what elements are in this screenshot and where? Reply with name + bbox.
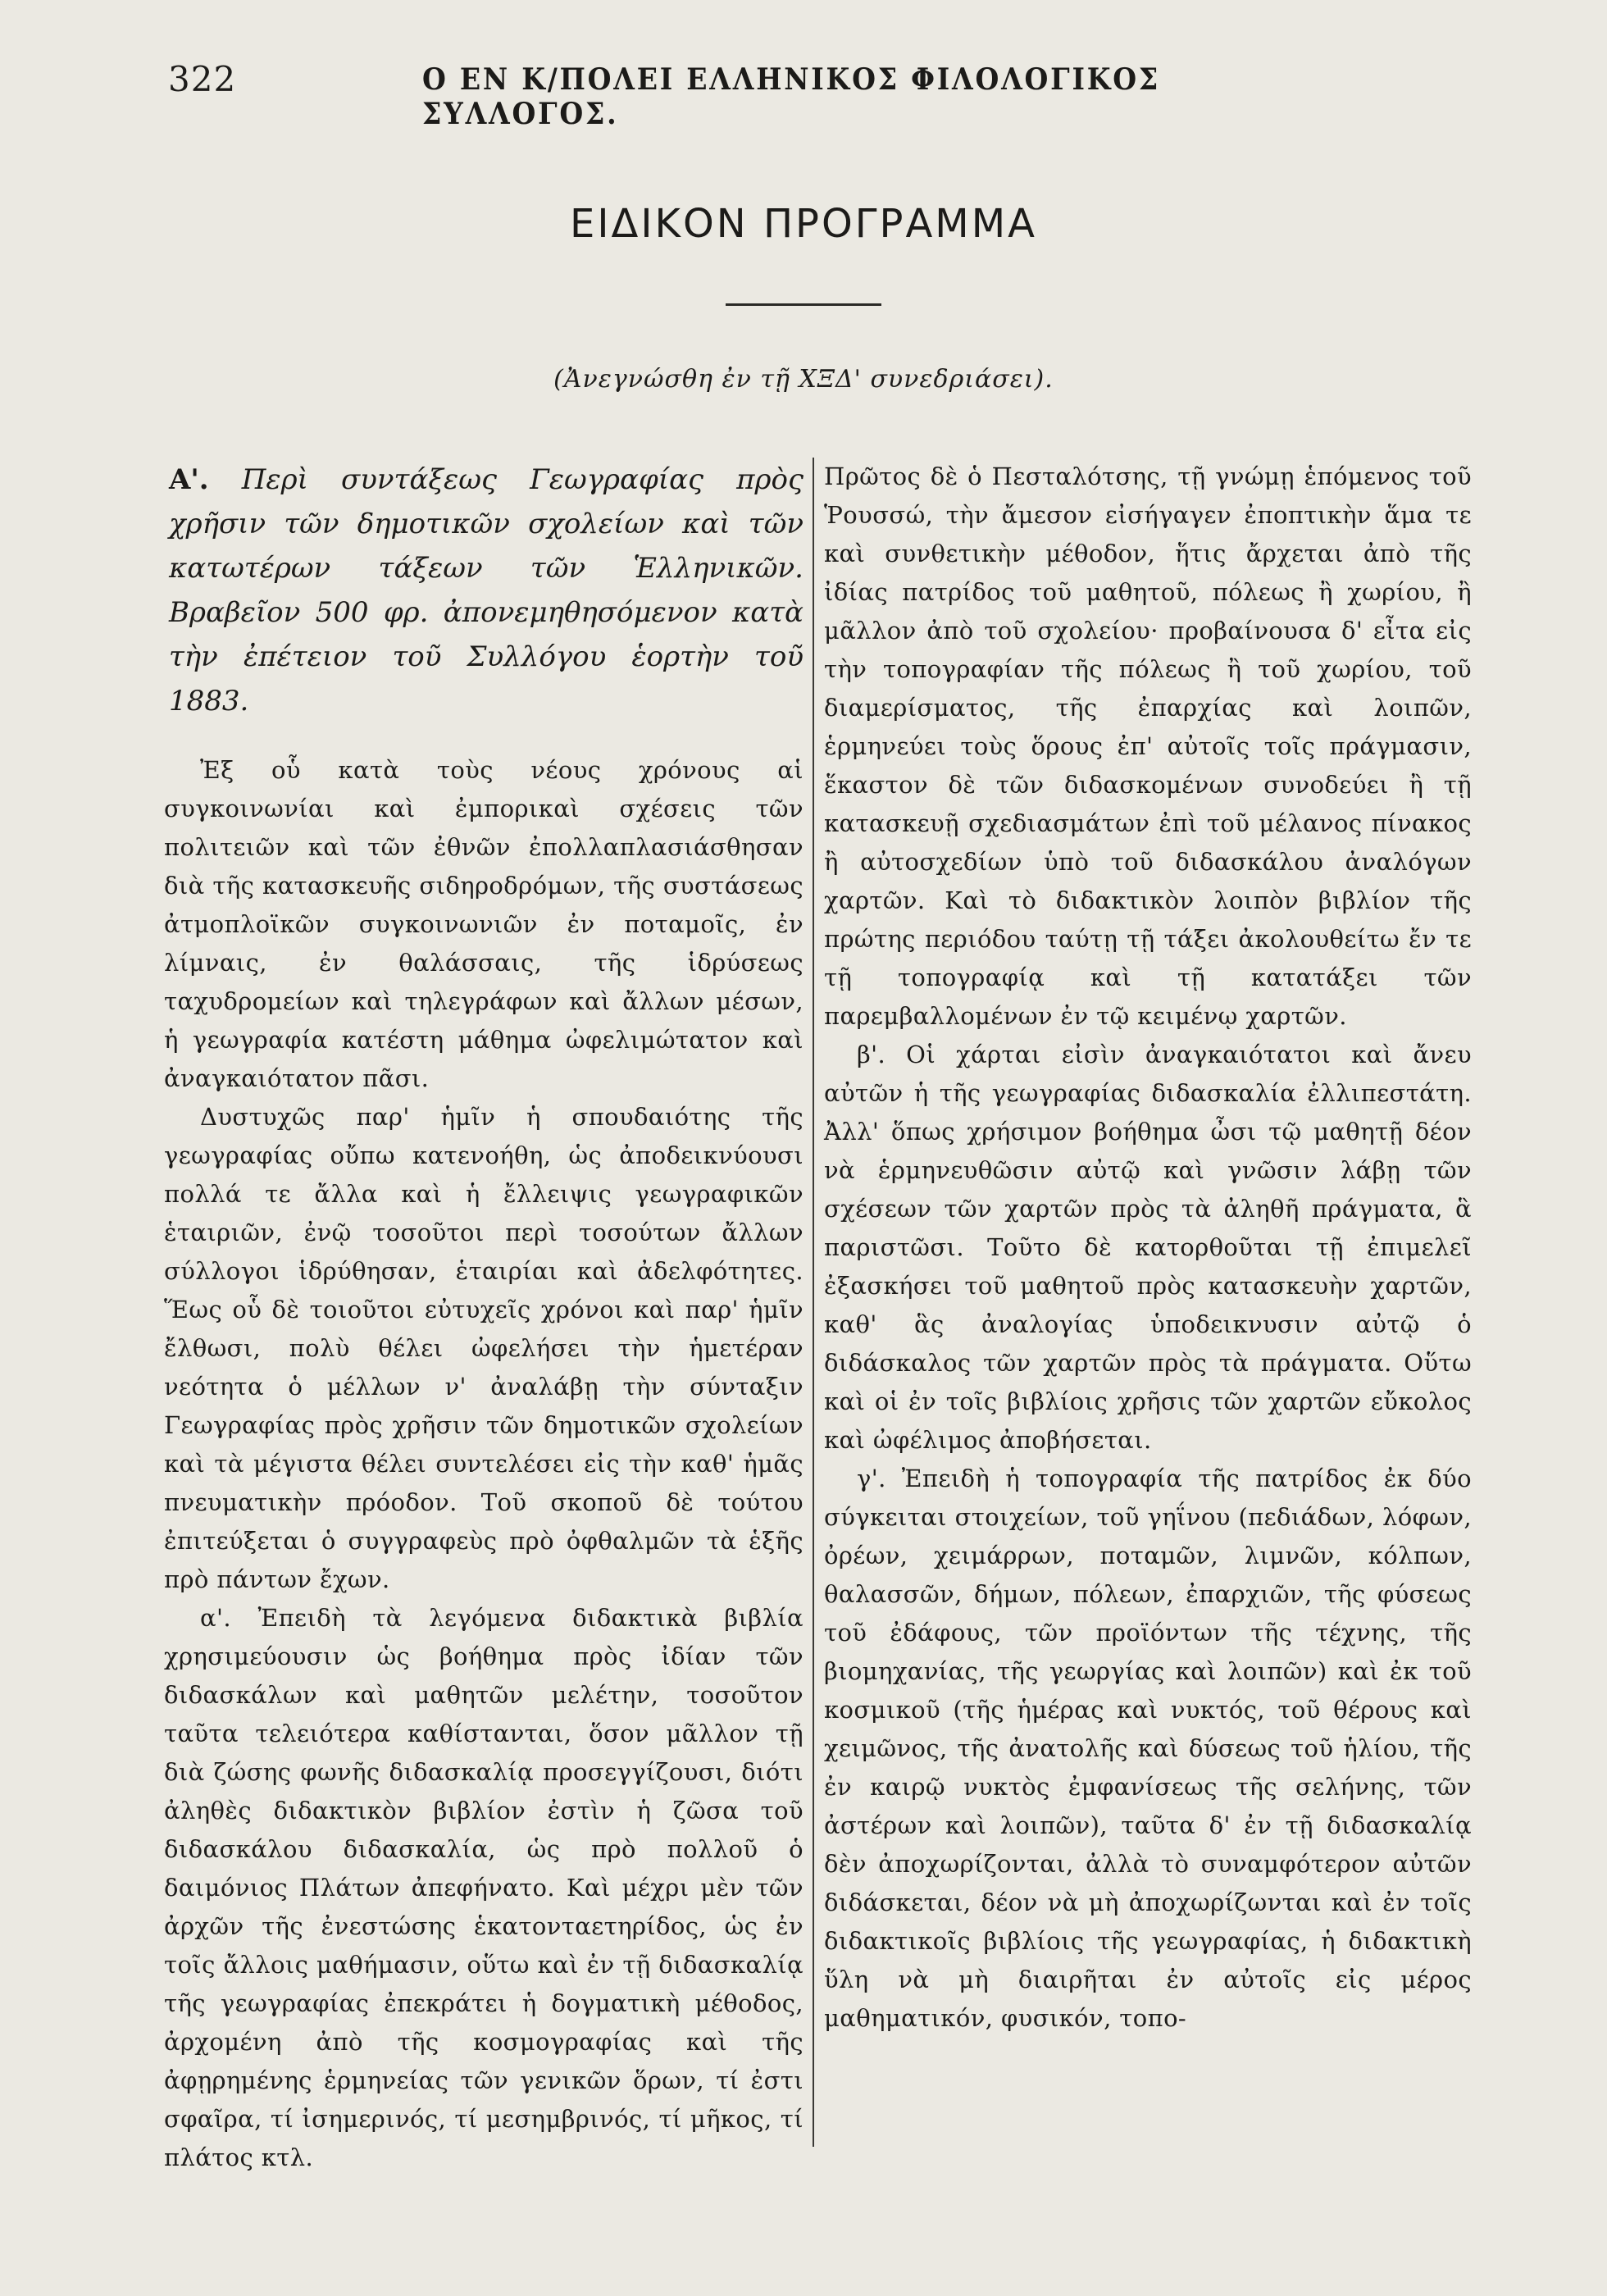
page-subtitle: (Ἀνεγνώσθη ἐν τῇ ΧΞΔ' συνεδριάσει). bbox=[553, 365, 1054, 394]
section-heading-text: Περὶ συντάξεως Γεωγραφίας πρὸς χρῆσιν τῶν δημοτικῶν σχολείων καὶ τῶν κατωτέρων τάξεων τῶν Ἑλληνικῶν. Βραβεῖον 500 φρ. ἀπονεμηθησόμενον κατὰ τὴν ἐπέτειον τοῦ Συλλόγου ἑορτὴν τοῦ 1883. bbox=[169, 463, 804, 718]
right-paragraph-3: γ'. Ἐπειδὴ ἡ τοπογραφία τῆς πατρίδος ἐκ δύο σύγκειται στοιχείων, τοῦ γηΐνου (πεδιάδων, λόφων, ὀρέων, χειμάρρων, ποταμῶν, λιμνῶν, κόλπων, θαλασσῶν, δήμων, πόλεων, ἐπαρχιῶν, τῆς φύσεως τοῦ ἐδάφους, τῶν προϊόντων τῆς τέχνης, τῆς βιομηχανίας, τῆς γεωργίας καὶ λοιπῶν) καὶ ἐκ τοῦ κοσμικοῦ (τῆς ἡμέρας καὶ νυκτός, τοῦ θέρους καὶ χειμῶνος, τῆς ἀνατολῆς καὶ δύσεως τοῦ ἡλίου, τῆς ἐν καιρῷ νυκτὸς ἐμφανίσεως τῆς σελήνης, τῶν ἀστέρων καὶ λοιπῶν), ταῦτα δ' ἐν τῇ διδασκαλίᾳ δὲν ἀποχωρίζονται, ἀλλὰ τὸ συναμφότερον αὐτῶν διδάσκεται, δέον νὰ μὴ ἀποχωρίζωνται καὶ ἐν τοῖς διδακτικοῖς βιβλίοις τῆς γεωγραφίας, ἡ διδακτικὴ ὕλη νὰ μὴ διαιρῆται ἐν αὐτοῖς εἰς μέρος μαθηματικόν, φυσικόν, τοπο- bbox=[824, 1465, 1472, 2032]
running-head: Ο ΕΝ Κ/ΠΟΛΕΙ ΕΛΛΗΝΙΚΟΣ ΦΙΛΟΛΟΓΙΚΟΣ ΣΥΛΛΟΓΟΣ. bbox=[422, 62, 1161, 131]
page-title: ΕΙΔΙΚΟΝ ΠΡΟΓΡΑΜΜΑ bbox=[570, 201, 1037, 247]
section-letter: Α'. bbox=[169, 463, 209, 496]
left-paragraph-2: Δυστυχῶς παρ' ἡμῖν ἡ σπουδαιότης τῆς γεωγραφίας οὔπω κατενοήθη, ὡς ἀποδεικνύουσι πολλά τε ἄλλα καὶ ἡ ἔλλειψις γεωγραφικῶν ἑταιριῶν, ἐνῷ τοσοῦτοι περὶ τοσούτων ἄλλων σύλλογοι ἱδρύθησαν, ἑταιρίαι καὶ ἀδελφότητες. Ἕως οὗ δὲ τοιοῦτοι εὐτυχεῖς χρόνοι καὶ παρ' ἡμῖν ἔλθωσι, πολὺ θέλει ὠφελήσει τὴν ἡμετέραν νεότητα ὁ μέλλων ν' ἀναλάβῃ τὴν σύνταξιν Γεωγραφίας πρὸς χρῆσιν τῶν δημοτικῶν σχολείων καὶ τὰ μέγιστα θέλει συντελέσει εἰς τὴν καθ' ἡμᾶς πνευματικὴν πρόοδον. Τοῦ σκοποῦ δὲ τούτου ἐπιτεύξεται ὁ συγγραφεὺς πρὸ ὀφθαλμῶν τὰ ἑξῆς πρὸ πάντων ἔχων. bbox=[164, 1103, 804, 1593]
title-divider bbox=[726, 303, 881, 306]
left-paragraph-1: Ἐξ οὗ κατὰ τοὺς νέους χρόνους αἱ συγκοινωνίαι καὶ ἐμπορικαὶ σχέσεις τῶν πολιτειῶν καὶ τῶν ἐθνῶν ἐπολλαπλασιάσθησαν διὰ τῆς κατασκευῆς σιδηροδρόμων, τῆς συστάσεως ἀτμοπλοϊκῶν συγκοινωνιῶν ἐν ποταμοῖς, ἐν λίμναις, ἐν θαλάσσαις, τῆς ἱδρύσεως ταχυδρομείων καὶ τηλεγράφων καὶ ἄλλων μέσων, ἡ γεωγραφία κατέστη μάθημα ὠφελιμώτατον καὶ ἀναγκαιότατον πᾶσι. bbox=[164, 756, 804, 1092]
page-header bbox=[168, 59, 1447, 131]
section-heading bbox=[164, 458, 804, 723]
right-paragraph-1: Πρῶτος δὲ ὁ Πεσταλότσης, τῇ γνώμῃ ἑπόμενος τοῦ Ῥουσσώ, τὴν ἄμεσον εἰσήγαγεν ἐποπτικὴν ἅμα τε καὶ συνθετικὴν μέθοδον, ἥτις ἄρχεται ἀπὸ τῆς ἰδίας πατρίδος τοῦ μαθητοῦ, πόλεως ἢ χωρίου, ἢ μᾶλλον ἀπὸ τοῦ σχολείου· προβαίνουσα δ' εἶτα εἰς τὴν τοπογραφίαν τῆς πόλεως ἢ τοῦ χωρίου, τοῦ διαμερίσματος, τῆς ἐπαρχίας καὶ λοιπῶν, ἑρμηνεύει τοὺς ὅρους ἐπ' αὐτοῖς τοῖς πράγμασιν, ἕκαστον δὲ τῶν διδασκομένων συνοδεύει ἢ τῇ κατασκευῇ σχεδιασμάτων ἐπὶ τοῦ μέλανος πίνακος ἢ αὐτοσχεδίων ὑπὸ τοῦ διδασκάλου ἀναλόγων χαρτῶν. Καὶ τὸ διδακτικὸν λοιπὸν βιβλίον τῆς πρώτης περιόδου ταύτῃ τῇ τάξει ἀκολουθείτω ἔν τε τῇ τοπογραφίᾳ καὶ τῇ κατατάξει τῶν παρεμβαλλομένων ἐν τῷ κειμένῳ χαρτῶν. bbox=[824, 462, 1472, 1030]
left-paragraph-3: α'. Ἐπειδὴ τὰ λεγόμενα διδακτικὰ βιβλία χρησιμεύουσιν ὡς βοήθημα πρὸς ἰδίαν τῶν διδασκάλων καὶ μαθητῶν μελέτην, τοσοῦτον ταῦτα τελειότερα καθίστανται, ὅσον μᾶλλον τῇ διὰ ζώσης φωνῆς διδασκαλίᾳ προσεγγίζουσι, διότι ἀληθὲς διδακτικὸν βιβλίον ἐστὶν ἡ ζῶσα τοῦ διδασκάλου διδασκαλία, ὡς πρὸ πολλοῦ ὁ δαιμόνιος Πλάτων ἀπεφήνατο. Καὶ μέχρι μὲν τῶν ἀρχῶν τῆς ἐνεστώσης ἑκατονταετηρίδος, ὡς ἐν τοῖς ἄλλοις μαθήμασιν, οὕτω καὶ ἐν τῇ διδασκαλίᾳ τῆς γεωγραφίας ἐπεκράτει ἡ δογματικὴ μέθοδος, ἀρχομένη ἀπὸ τῆς κοσμογραφίας καὶ τῆς ἀφῃρημένης ἑρμηνείας τῶν γενικῶν ὅρων, τί ἐστι σφαῖρα, τί ἰσημερινός, τί μεσημβρινός, τί μῆκος, τί πλάτος κτλ. bbox=[164, 1604, 804, 2171]
column-divider bbox=[813, 458, 814, 2147]
page-number: 322 bbox=[168, 59, 237, 99]
right-column bbox=[824, 458, 1472, 2038]
left-column bbox=[164, 458, 804, 2177]
right-paragraph-2: β'. Οἱ χάρται εἰσὶν ἀναγκαιότατοι καὶ ἄνευ αὐτῶν ἡ τῆς γεωγραφίας διδασκαλία ἐλλιπεστάτη. Ἀλλ' ὅπως χρήσιμον βοήθημα ὦσι τῷ μαθητῇ δέον νὰ ἑρμηνευθῶσιν αὐτῷ καὶ γνῶσιν λάβῃ τῶν σχέσεων τῶν χαρτῶν πρὸς τὰ ἀληθῆ πράγματα, ἃ παριστῶσι. Τοῦτο δὲ κατορθοῦται τῇ ἐπιμελεῖ ἐξασκήσει τοῦ μαθητοῦ πρὸς κατασκευὴν χαρτῶν, καθ' ἃς ἀναλογίας ὑποδεικνυσιν αὐτῷ ὁ διδάσκαλος τῶν χαρτῶν πρὸς τὰ πράγματα. Οὕτω καὶ οἱ ἐν τοῖς βιβλίοις χρῆσις τῶν χαρτῶν εὔκολος καὶ ὠφέλιμος ἀποβήσεται. bbox=[824, 1041, 1472, 1454]
